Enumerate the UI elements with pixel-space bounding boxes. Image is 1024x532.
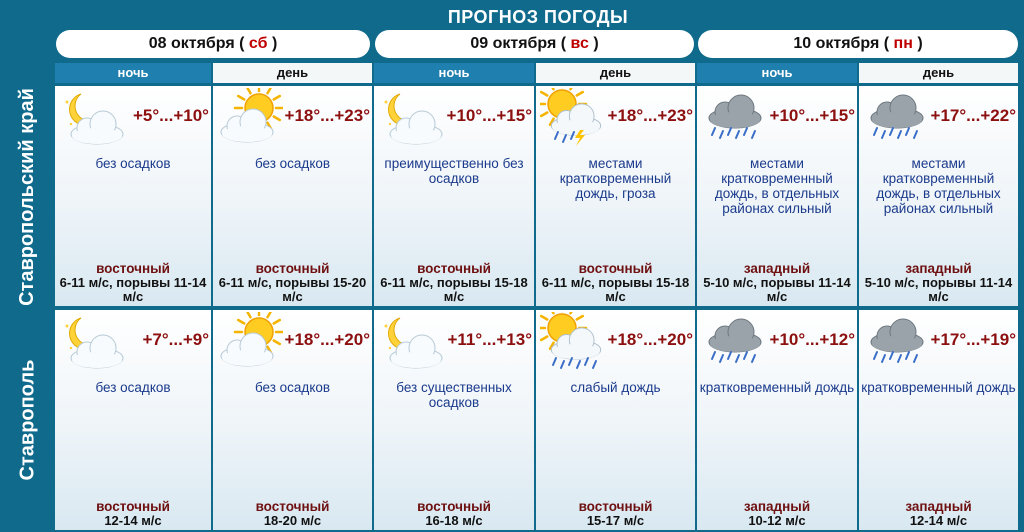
period-header: день — [859, 63, 1018, 83]
wind-speed: 5-10 м/с, порывы 11-14 м/с — [703, 275, 851, 304]
wind-block — [537, 499, 694, 528]
wind-speed: 6-11 м/с, порывы 15-18 м/с — [380, 275, 528, 304]
temperature: +18°...+23° — [284, 106, 370, 125]
wind-direction: западный — [743, 261, 811, 276]
day-close: ) — [593, 35, 599, 52]
wind-block — [214, 499, 371, 528]
period-header: ночь — [55, 63, 211, 83]
rain-cloud-icon — [863, 312, 929, 370]
wind-direction: восточный — [96, 261, 170, 276]
temperature: +5°...+10° — [133, 106, 209, 125]
forecast-cell — [697, 310, 857, 530]
precipitation-text: без осадков — [254, 380, 331, 395]
sun-cloud-rain-icon — [540, 312, 606, 370]
sun-cloud-icon — [217, 312, 283, 370]
region-label-0: Ставропольский край — [16, 88, 38, 306]
temperature: +17°...+19° — [930, 330, 1016, 349]
region-label-1: Ставрополь — [16, 359, 39, 481]
wind-speed: 10-12 м/с — [748, 513, 806, 528]
precipitation-text: без осадков — [95, 380, 171, 395]
forecast-cell — [374, 86, 534, 306]
wind-speed: 6-11 м/с, порывы 15-20 м/с — [218, 275, 367, 304]
forecast-cell — [213, 86, 372, 306]
precipitation-text: без существенных осадков — [396, 380, 512, 410]
forecast-cell — [859, 310, 1018, 530]
wind-speed: 16-18 м/с — [425, 513, 483, 528]
wind-block — [860, 261, 1017, 304]
temperature: +10°...+15° — [446, 106, 532, 125]
forecast-cell — [55, 310, 211, 530]
precipitation-text: преимущественно без осадков — [384, 156, 524, 186]
day-weekday: пн — [893, 35, 913, 52]
temperature: +10°...+15° — [769, 106, 855, 125]
period-header: день — [536, 63, 695, 83]
period-header: ночь — [374, 63, 534, 83]
wind-direction: восточный — [255, 261, 330, 276]
temperature: +17°...+22° — [930, 106, 1016, 125]
day-header-2 — [698, 30, 1018, 58]
precipitation-text: без осадков — [95, 156, 171, 171]
wind-speed: 15-17 м/с — [586, 513, 645, 528]
wind-block — [375, 261, 533, 304]
forecast-cell — [374, 310, 534, 530]
wind-block — [214, 261, 371, 304]
day-close: ) — [271, 35, 278, 52]
rain-cloud-icon — [863, 88, 929, 146]
day-date: 08 октября ( — [148, 35, 245, 52]
moon-cloud-icon — [378, 312, 444, 370]
day-header-1 — [375, 30, 694, 58]
day-weekday: сб — [248, 35, 268, 52]
wind-speed: 5-10 м/с, порывы 11-14 м/с — [864, 275, 1013, 304]
forecast-cell — [536, 310, 695, 530]
day-close: ) — [917, 35, 923, 52]
day-header-0 — [56, 30, 370, 58]
precipitation-text: кратковременный дождь — [861, 380, 1016, 395]
wind-direction: восточный — [578, 499, 653, 514]
wind-speed: 18-20 м/с — [263, 513, 322, 528]
wind-direction: восточный — [96, 499, 170, 514]
temperature: +18°...+20° — [607, 330, 693, 349]
precipitation-text: местами кратковременный дождь, в отдельных районах сильный — [714, 156, 840, 216]
wind-block — [698, 261, 856, 304]
forecast-cell — [536, 86, 695, 306]
day-date: 10 октября ( — [793, 35, 890, 52]
temperature: +10°...+12° — [769, 330, 855, 349]
wind-block — [56, 499, 210, 528]
temperature: +18°...+23° — [607, 106, 693, 125]
temperature: +7°...+9° — [142, 330, 209, 349]
rain-cloud-icon — [701, 88, 767, 146]
precipitation-text: местами кратковременный дождь, гроза — [559, 156, 672, 201]
temperature: +11°...+13° — [447, 330, 532, 349]
forecast-cell — [697, 86, 857, 306]
precipitation-text: слабый дождь — [570, 380, 661, 395]
page-title: ПРОГНОЗ ПОГОДЫ — [447, 7, 629, 27]
forecast-cell — [859, 86, 1018, 306]
forecast-cell — [213, 310, 372, 530]
wind-block — [56, 261, 210, 304]
wind-block — [375, 499, 533, 528]
wind-direction: западный — [905, 499, 972, 514]
wind-direction: западный — [905, 261, 972, 276]
wind-block — [860, 499, 1017, 528]
wind-direction: восточный — [417, 261, 491, 276]
moon-cloud-icon — [378, 88, 444, 146]
wind-speed: 6-11 м/с, порывы 15-18 м/с — [541, 275, 690, 304]
sun-cloud-thunder-icon — [540, 88, 606, 146]
wind-block — [698, 499, 856, 528]
wind-block — [537, 261, 694, 304]
period-header: день — [213, 63, 372, 83]
wind-speed: 12-14 м/с — [104, 513, 162, 528]
period-header: ночь — [697, 63, 857, 83]
wind-direction: западный — [743, 499, 811, 514]
rain-cloud-icon — [701, 312, 767, 370]
day-weekday: вс — [570, 35, 589, 52]
precipitation-text: местами кратковременный дождь, в отдельных районах сильный — [876, 156, 1001, 216]
moon-cloud-icon — [59, 312, 125, 370]
wind-speed: 12-14 м/с — [909, 513, 968, 528]
moon-cloud-icon — [59, 88, 125, 146]
sun-cloud-icon — [217, 88, 283, 146]
forecast-cell — [55, 86, 211, 306]
wind-direction: восточный — [417, 499, 491, 514]
precipitation-text: без осадков — [254, 156, 331, 171]
wind-direction: восточный — [255, 499, 330, 514]
temperature: +18°...+20° — [284, 330, 370, 349]
day-date: 09 октября ( — [470, 35, 567, 52]
precipitation-text: кратковременный дождь — [699, 380, 855, 395]
wind-speed: 6-11 м/с, порывы 11-14 м/с — [59, 275, 207, 304]
wind-direction: восточный — [578, 261, 653, 276]
